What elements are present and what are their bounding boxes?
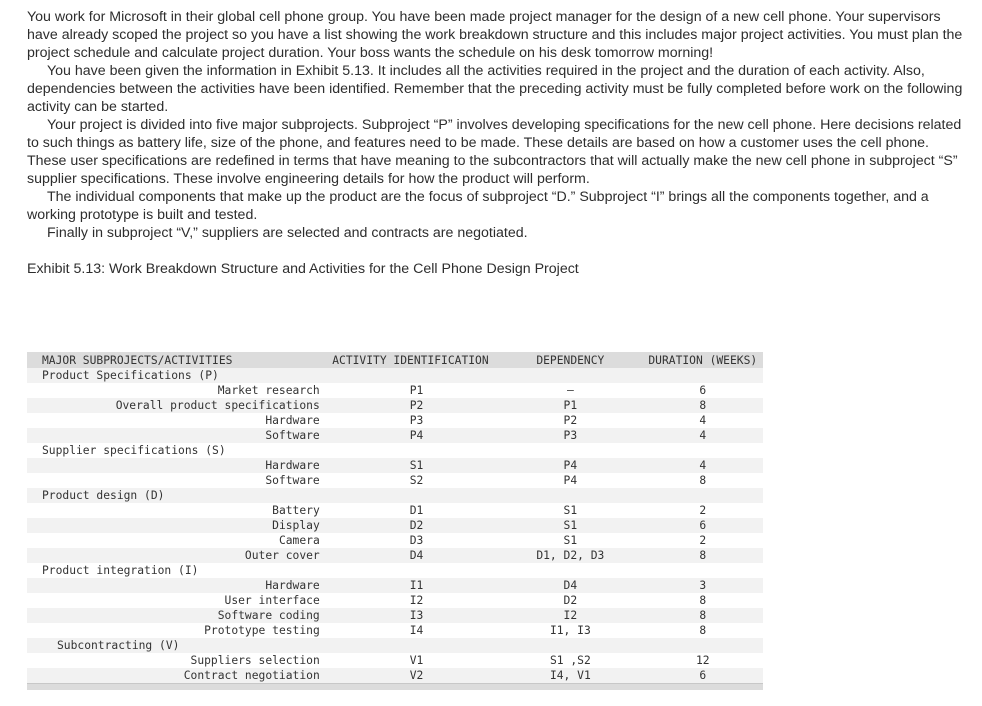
section-label: Subcontracting (V) xyxy=(27,638,323,653)
activity-duration: 8 xyxy=(643,473,763,488)
table-row xyxy=(27,383,763,398)
activity-id: S2 xyxy=(409,474,424,487)
activity-id: D1 xyxy=(409,504,424,517)
activity-duration: 4 xyxy=(643,428,763,443)
activity-id: I2 xyxy=(409,594,424,607)
activity-duration: 3 xyxy=(643,578,763,593)
activity-name: Suppliers selection xyxy=(27,653,323,668)
activity-dependency: P4 xyxy=(498,473,642,488)
activity-name: Overall product specifications xyxy=(27,398,323,413)
section-row xyxy=(27,488,763,503)
exhibit-table-wrapper xyxy=(27,352,763,690)
header-identification: ACTIVITY IDENTIFICATION xyxy=(323,352,498,368)
activity-id: D3 xyxy=(409,534,424,547)
activity-duration: 6 xyxy=(643,668,763,683)
table-row xyxy=(27,413,763,428)
activity-id: V1 xyxy=(409,654,424,667)
activity-name: Market research xyxy=(27,383,323,398)
table-bottom-border xyxy=(27,683,763,690)
header-dependency: DEPENDENCY xyxy=(498,352,642,368)
section-row xyxy=(27,368,763,383)
activity-duration: 8 xyxy=(643,593,763,608)
activity-duration: 8 xyxy=(643,398,763,413)
activity-duration: 6 xyxy=(643,383,763,398)
activity-duration: 8 xyxy=(643,608,763,623)
activity-name: Display xyxy=(27,518,323,533)
activity-duration: 2 xyxy=(643,533,763,548)
problem-text xyxy=(27,8,972,278)
section-label: Product integration (I) xyxy=(27,563,323,578)
activity-dependency: P3 xyxy=(498,428,642,443)
table-row xyxy=(27,533,763,548)
activity-name: Software xyxy=(27,428,323,443)
activity-id: D4 xyxy=(409,549,424,562)
activity-id: D2 xyxy=(409,519,424,532)
activity-id: I4 xyxy=(409,624,424,637)
activity-dependency: D1, D2, D3 xyxy=(498,548,642,563)
activity-id: I1 xyxy=(409,579,424,592)
intro-paragraph-2: You have been given the information in Exhibit 5.13. It includes all the activities required in the project and the duration of each activity. Also, dependencies between the activities have been identified. Remember that the preceding activity must be fully completed before work on the following activity can be started. xyxy=(27,63,963,115)
table-row xyxy=(27,518,763,533)
intro-paragraph-5: Finally in subproject “V,” suppliers are selected and contracts are negotiated. xyxy=(47,225,528,241)
activity-name: Hardware xyxy=(27,458,323,473)
activity-id: P4 xyxy=(409,429,424,442)
activity-duration: 4 xyxy=(643,458,763,473)
activity-dependency: S1 xyxy=(498,533,642,548)
table-row xyxy=(27,548,763,563)
activity-id: P2 xyxy=(409,399,424,412)
activity-dependency: — xyxy=(498,383,642,398)
activity-name: Camera xyxy=(27,533,323,548)
activity-dependency: D4 xyxy=(498,578,642,593)
table-row xyxy=(27,458,763,473)
activity-duration: 6 xyxy=(643,518,763,533)
table-row xyxy=(27,668,763,683)
activity-id: V2 xyxy=(409,669,424,682)
section-label: Product Specifications (P) xyxy=(27,368,323,383)
activity-name: Prototype testing xyxy=(27,623,323,638)
intro-paragraph-1: You work for Microsoft in their global cell phone group. You have been made project manager for the design of a new cell phone. Your supervisors have already scoped the project so you have a list showing the work breakdown structure and this includes major project activities. You must plan the project schedule and calculate project duration. Your boss wants the schedule on his desk tomorrow morning! xyxy=(27,9,963,61)
section-row xyxy=(27,638,763,653)
activity-duration: 4 xyxy=(643,413,763,428)
activity-name: Software xyxy=(27,473,323,488)
wbs-table xyxy=(27,352,763,683)
activity-dependency: I1, I3 xyxy=(498,623,642,638)
activity-dependency: P2 xyxy=(498,413,642,428)
activity-dependency: D2 xyxy=(498,593,642,608)
activity-id: I3 xyxy=(409,609,424,622)
activity-id: P1 xyxy=(409,384,424,397)
activity-name: Contract negotiation xyxy=(27,668,323,683)
activity-dependency: I2 xyxy=(498,608,642,623)
activity-duration: 2 xyxy=(643,503,763,518)
activity-name: User interface xyxy=(27,593,323,608)
intro-paragraph-4: The individual components that make up the product are the focus of subproject “D.” Subproject “I” brings all the components together, and a working prototype is built and tested. xyxy=(27,189,929,223)
activity-dependency: S1 xyxy=(498,518,642,533)
activity-id: S1 xyxy=(409,459,424,472)
section-row xyxy=(27,443,763,458)
table-row xyxy=(27,653,763,668)
activity-dependency: S1 ,S2 xyxy=(498,653,642,668)
activity-dependency: S1 xyxy=(498,503,642,518)
activity-name: Software coding xyxy=(27,608,323,623)
table-row xyxy=(27,608,763,623)
header-activities: MAJOR SUBPROJECTS/ACTIVITIES xyxy=(27,352,323,368)
activity-name: Battery xyxy=(27,503,323,518)
activity-id: P3 xyxy=(409,414,424,427)
activity-duration: 8 xyxy=(643,548,763,563)
table-row xyxy=(27,503,763,518)
activity-dependency: P1 xyxy=(498,398,642,413)
intro-paragraph-3: Your project is divided into five major subprojects. Subproject “P” involves developing specifications for the new cell phone. Here decisions related to such things as battery life, size of the phone, and features need to be made. These details are based on how a customer uses the cell phone. These user specifications are redefined in terms that have meaning to the subcontractors that will actually make the new cell phone in subproject “S” supplier specifications. These involve engineering details for how the product will perform. xyxy=(27,117,962,187)
table-row xyxy=(27,428,763,443)
exhibit-caption: Exhibit 5.13: Work Breakdown Structure and Activities for the Cell Phone Design Project xyxy=(27,261,579,277)
section-row xyxy=(27,563,763,578)
activity-name: Outer cover xyxy=(27,548,323,563)
table-header-row xyxy=(27,352,763,368)
activity-name: Hardware xyxy=(27,578,323,593)
section-label: Supplier specifications (S) xyxy=(27,443,323,458)
table-row xyxy=(27,623,763,638)
table-row xyxy=(27,578,763,593)
activity-name: Hardware xyxy=(27,413,323,428)
section-label: Product design (D) xyxy=(27,488,323,503)
activity-duration: 12 xyxy=(643,653,763,668)
table-row xyxy=(27,398,763,413)
activity-duration: 8 xyxy=(643,623,763,638)
activity-dependency: P4 xyxy=(498,458,642,473)
table-row xyxy=(27,593,763,608)
activity-dependency: I4, V1 xyxy=(498,668,642,683)
header-duration: DURATION (WEEKS) xyxy=(643,352,763,368)
table-row xyxy=(27,473,763,488)
